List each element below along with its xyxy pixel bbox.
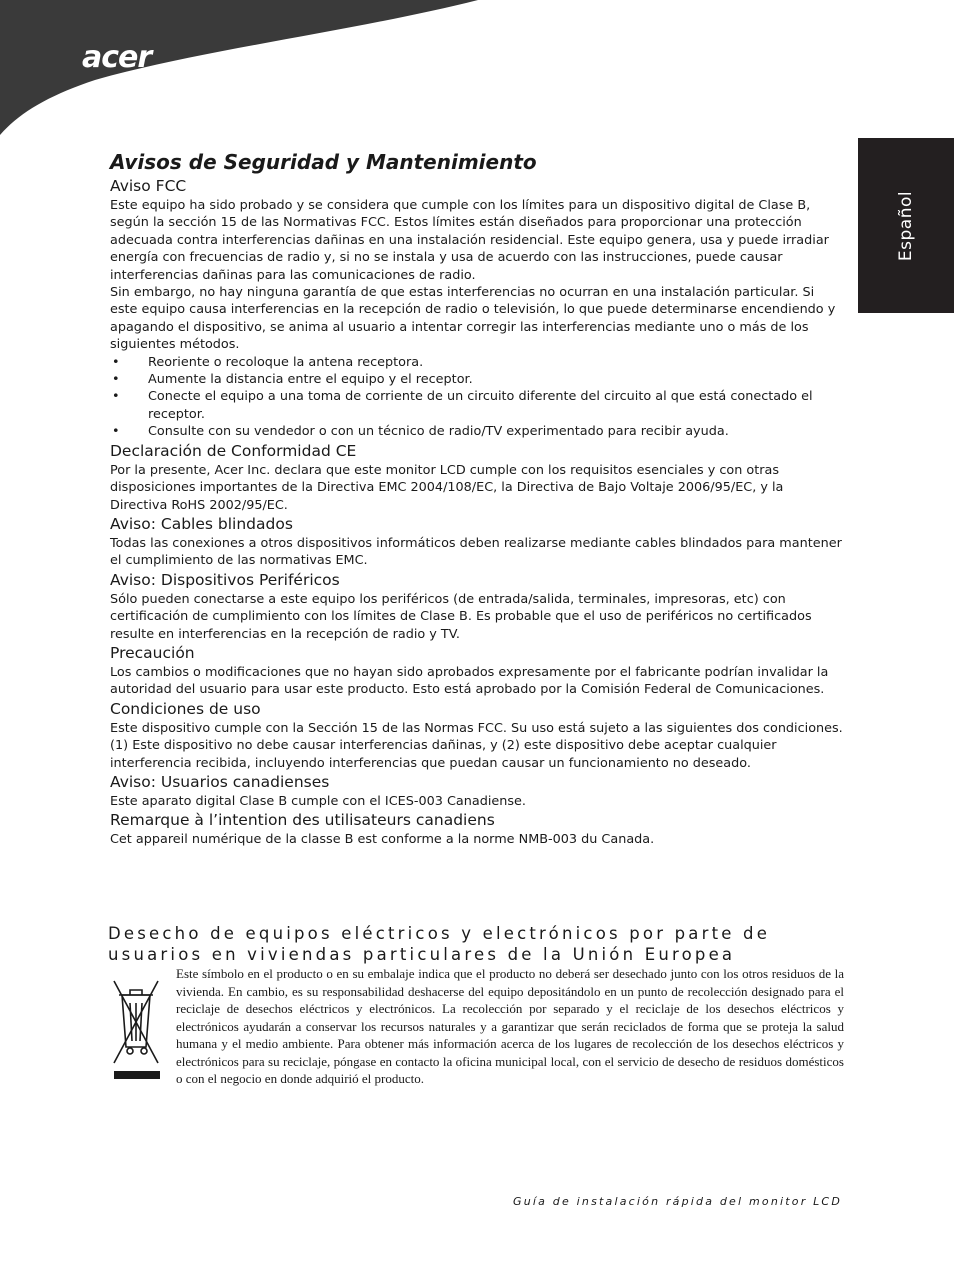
ce-paragraph: Por la presente, Acer Inc. declara que este monitor LCD cumple con los requisitos esenciales y con otras disposiciones importantes de la Directiva EMC 2004/108/EC, la Directiva de Bajo Voltaje 2006/95/EC, y la Directiva RoHS 2002/95/EC. [110,462,784,513]
fcc-bullet-list [110,354,843,441]
language-tab-label: Español [896,190,916,262]
header-swoosh [0,0,480,140]
section-heading-canadiens-fr: Remarque à l’intention des utilisateurs canadiens [110,811,495,830]
section-heading-caution: Precaución [110,643,195,662]
crossed-bin-icon [108,975,164,1079]
section-heading-cables: Aviso: Cables blindados [110,514,293,533]
language-tab [858,138,954,313]
section-heading-peripherals: Aviso: Dispositivos Periféricos [110,570,340,589]
conditions-paragraph: Este dispositivo cumple con la Sección 15 de las Normas FCC. Su uso está sujeto a las siguientes dos condiciones. (1) Este dispositivo no debe causar interferencias dañinas, y (2) este dispositivo debe aceptar cualquier interferencia recibida, incluyendo interferencias que puedan causar un funcionamiento no deseado. [110,720,843,771]
section-heading-conditions: Condiciones de uso [110,699,261,718]
fcc-paragraph-1: Este equipo ha sido probado y se considera que cumple con los límites para un dispositivo digital de Clase B, según la sección 15 de las Normativas FCC. Estos límites están diseñados para proporcionar una protección adecuada contra interferencias dañinas en una instalación residencial. Este equipo genera, usa y puede irradiar energía con frecuencias de radio y, si no se instala y usa de acuerdo con las instrucciones, puede causar interferencias dañinas para las comunicaciones de radio. [110,198,829,283]
list-item: • Consulte con su vendedor o con un técnico de radio/TV experimentado para recibir ayuda. [112,424,729,440]
canadian-paragraph: Este aparato digital Clase B cumple con el ICES-003 Canadiense. [110,793,526,809]
weee-section [108,923,844,1088]
list-item: • Reoriente o recoloque la antena receptora. [112,354,424,370]
fcc-paragraph-2: Sin embargo, no hay ninguna garantía de que estas interferencias no ocurran en una instalación particular. Si este equipo causa interferencias en la recepción de radio o televisión, lo que puede determinarse encendiendo y apagando el dispositivo, se anima al usuario a intentar corregir las interferencias mediante uno o más de los siguientes métodos. [110,285,836,353]
section-heading-fcc: Aviso FCC [110,177,187,195]
weee-paragraph: Este símbolo en el producto o en su embalaje indica que el producto no deberá ser desechado junto con los otros residuos de la vivienda. En cambio, es su responsabilidad deshacerse del equipo depositándolo en un punto de recolección designado para el reciclaje de desechos eléctricos y electrónicos. La recolección por separado y el reciclaje de los desechos eléctricos y electrónicos ayudarán a conservar los recursos naturales y a garantizar que serán reciclados de forma que se proteja la salud humana y el medio ambiente. Para obtener más información acerca de los lugares de recolección de los desechos eléctricos y electrónicos para su reciclaje, póngase en contacto la oficina municipal local, con el servicio de desecho de residuos domésticos o con el negocio en donde adquirió el producto. [176,966,844,1086]
list-item: • Conecte el equipo a una toma de corriente de un circuito diferente del circuito al que está conectado el receptor. [112,389,813,422]
list-item: • Aumente la distancia entre el equipo y el receptor. [112,372,473,388]
caution-paragraph: Los cambios o modificaciones que no hayan sido aprobados expresamente por el fabricante podrían invalidar la autoridad del usuario para usar este producto. Esto está aprobado por la Comisión Federal de Comunicaciones. [110,664,829,698]
cables-paragraph: Todas las conexiones a otros dispositivos informáticos deben realizarse mediante cables blindados para mantener el cumplimiento de las normativas EMC. [110,535,842,569]
canadiens-fr-paragraph: Cet appareil numérique de la classe B est conforme a la norme NMB-003 du Canada. [110,832,655,848]
weee-heading: Desecho de equipos eléctricos y electrónicos por parte de usuarios en viviendas particulares de la Unión Europea [108,924,771,964]
section-heading-ce: Declaración de Conformidad CE [110,441,357,460]
peripherals-paragraph: Sólo pueden conectarse a este equipo los periféricos (de entrada/salida, terminales, impresoras, etc) con certificación de cumplimiento con los límites de Clase B. Es probable que el uso de periféricos no certificados resulte en interferencias en la recepción de radio y TV. [110,591,812,642]
acer-logo: acer [82,40,152,75]
page-footer: Guía de instalación rápida del monitor LCD [513,1195,842,1208]
page-title: Avisos de Seguridad y Mantenimiento [110,150,537,174]
main-content [110,148,843,849]
section-heading-canadian: Aviso: Usuarios canadienses [110,772,330,791]
